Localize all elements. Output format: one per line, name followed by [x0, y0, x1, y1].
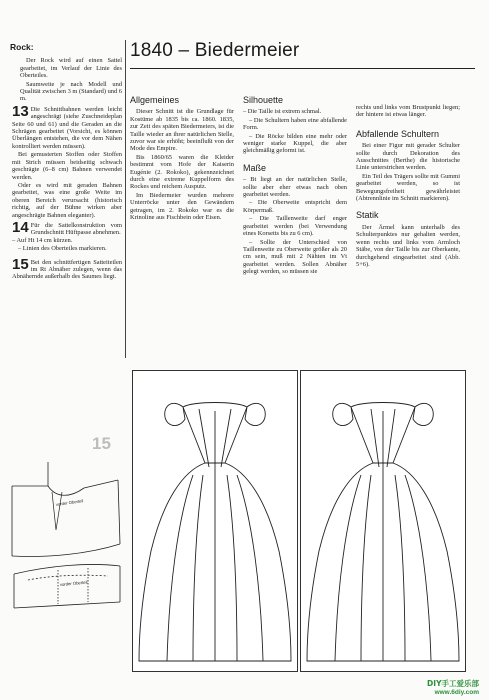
allgemeines-paragraph: Bis 1860/65 waren die Kleider bestimmt vom Hofe der Kaiserin Eugénie (2. Rokoko), gekennzeichnet durch eine extreme Kuppelform des Rockes und reichem Ausputz. — [130, 153, 234, 191]
sleeve-right — [413, 403, 433, 425]
pattern-dart — [52, 492, 62, 530]
watermark-line2: www.6diy.com — [434, 689, 479, 696]
figure-number: 15 — [92, 434, 111, 453]
allgemeines-paragraph: Dieser Schnitt ist die Grundlage für Kostüme ab 1835 bis ca. 1860. 1835, zur Zeit des späten Biedermeiers, ist die Taille wieder an ihrer natürlichen Stelle, zuvor war sie erhöht; beeinflußt von der Mode des Empire. — [130, 108, 234, 153]
silhouette-section — [243, 97, 347, 276]
list-item: – Die Oberweite entspricht dem Körpermaß. — [243, 199, 347, 214]
dress-figure-front — [132, 370, 298, 672]
rock-paragraph: Saumweite je nach Modell und Qualität zwischen 3 m (Standard) und 6 m. — [20, 80, 122, 103]
list-item: – Die Schultern haben eine abfallende Form. — [243, 116, 347, 132]
pattern-curve — [28, 575, 108, 580]
silhouette-heading: Silhouette — [243, 95, 284, 105]
rock-paragraph: Oder es wird mit geraden Bahnen gearbeitet, was eine große Weite im oberen Bereich verursacht (historisch richtig, auf der Bühne wirken aber angeschrägte Bahnen eleganter). — [12, 181, 122, 219]
list-item: – Linien des Oberteiles markieren. — [18, 245, 107, 253]
pattern-curve — [48, 480, 118, 495]
sleeve-left — [333, 403, 353, 425]
page-title: 1840 – Biedermeier — [130, 40, 300, 61]
pattern-curve — [118, 480, 120, 544]
rock-paragraph: Der Rock wird auf einen Sattel gearbeitet, im Verlauf der Linie des Oberteiles. — [20, 57, 122, 80]
rock-title: Rock: — [10, 42, 34, 52]
sleeve-left — [165, 403, 185, 425]
dress-illustration — [301, 371, 465, 671]
step-number: 15 — [12, 255, 29, 273]
watermark — [427, 678, 479, 696]
allgemeines-heading: Allgemeines — [130, 95, 180, 105]
pattern-curve — [14, 602, 120, 608]
step-number: 13 — [12, 102, 29, 120]
rock-step-15 — [12, 255, 122, 281]
abfallende-heading: Abfallende Schultern — [356, 128, 440, 139]
list-item: – Auf Ht 14 cm kürzen. — [12, 236, 73, 244]
sleeve-right — [245, 403, 265, 425]
rock-step-13 — [12, 102, 122, 150]
step-text: Die Schnittbahnen werden leicht angeschrägt (siehe Zuschneideplan Seite 60 und 61) und die Geraden an die Schrägen gearbeitet (Vorsicht, es können Überlängen entstehen, die vor dem Nähen kontrolliert werden müssen). — [12, 105, 122, 150]
pattern-curve — [12, 544, 120, 557]
watermark-line1: DIY手工爱乐部 — [427, 679, 479, 688]
col3-section — [356, 104, 460, 268]
step-text: Bei den schnittfertigen Satteiteilen im Rt Abnäher zulegen, wenn das Abnähernde außerhalb des Saumes liegt. — [12, 258, 122, 281]
pattern-label: vorder Oberteil — [59, 579, 88, 587]
allgemeines-paragraph: Im Biedermeier wurden mehrere Unterröcke unter den Gewändern getragen, im 2. Rokoko war es die Krinoline aus Fischbein oder Eisen. — [130, 191, 234, 222]
statik-paragraph: Der Ärmel kann unterhalb des Schulterpunktes nur gehalten werden, wenn rechts und links vom Armloch Stäbe, von der Taille bis zur Oberkante, durchgehend eingearbeitet sind (Abb. 5+6). — [356, 223, 460, 268]
rock-section — [12, 44, 122, 281]
list-item: – Sollte der Unterschied von Taillenweite zu Oberweite größer als 20 cm sein, muß mit 2 Nähten im Vt gearbeitet werden. Sollen Abnäher gelegt werden, so müssen sie — [243, 238, 347, 276]
masse-heading: Maße — [243, 162, 267, 173]
pattern-curve — [14, 564, 120, 574]
pattern-label: vorder Oberteil — [55, 498, 84, 507]
step-text: Für die Sattelkonstruktion vom Grundschnitt Hüftpasse abnehmen. — [30, 221, 122, 237]
list-item: – Die Röcke bilden eine mehr oder weniger starke Kuppel, die aber gleichmäßig geformt ist. — [243, 132, 347, 155]
title-rule — [130, 68, 475, 69]
column-divider — [125, 40, 126, 358]
step-number: 14 — [12, 218, 29, 236]
rock-paragraph: Bei gemusterten Stoffen oder Stoffen mit Strich müssen beidseitig schwach geschrägte (6–8 cm) Bahnen verwendet werden. — [12, 151, 122, 181]
statik-heading: Statik — [356, 210, 379, 221]
list-item: – Bt liegt an der natürlichen Stelle, sollte aber eher etwas nach oben gearbeitet werden. — [243, 176, 347, 199]
dress-figure-back — [300, 370, 466, 672]
pattern-figure-15 — [8, 458, 124, 673]
allgemeines-section — [130, 97, 234, 222]
list-item: – Die Taille ist extrem schmal. — [243, 108, 322, 116]
dress-illustration — [133, 371, 297, 671]
rock-step-14 — [12, 218, 122, 237]
continuation-text: rechts und links vom Brustpunkt liegen; der hintere ist etwas länger. — [356, 104, 460, 119]
list-item: – Die Taillenweite darf enger gearbeitet werden (bei Verwendung eines Korsetts bis zu 6 cm). — [243, 215, 347, 238]
abfallende-paragraph: Bei einer Figur mit gerader Schulter sollte durch Dekoration des Ausschnittes (Berthe) die historische Linie unterstrichen werden. — [356, 142, 460, 172]
abfallende-paragraph: Ein Teil des Trägers sollte mit Gummi gearbeitet werden, so ist Bewegungsfreiheit gewährleistet (Abtrennlinie im Schnitt markieren). — [356, 172, 460, 203]
